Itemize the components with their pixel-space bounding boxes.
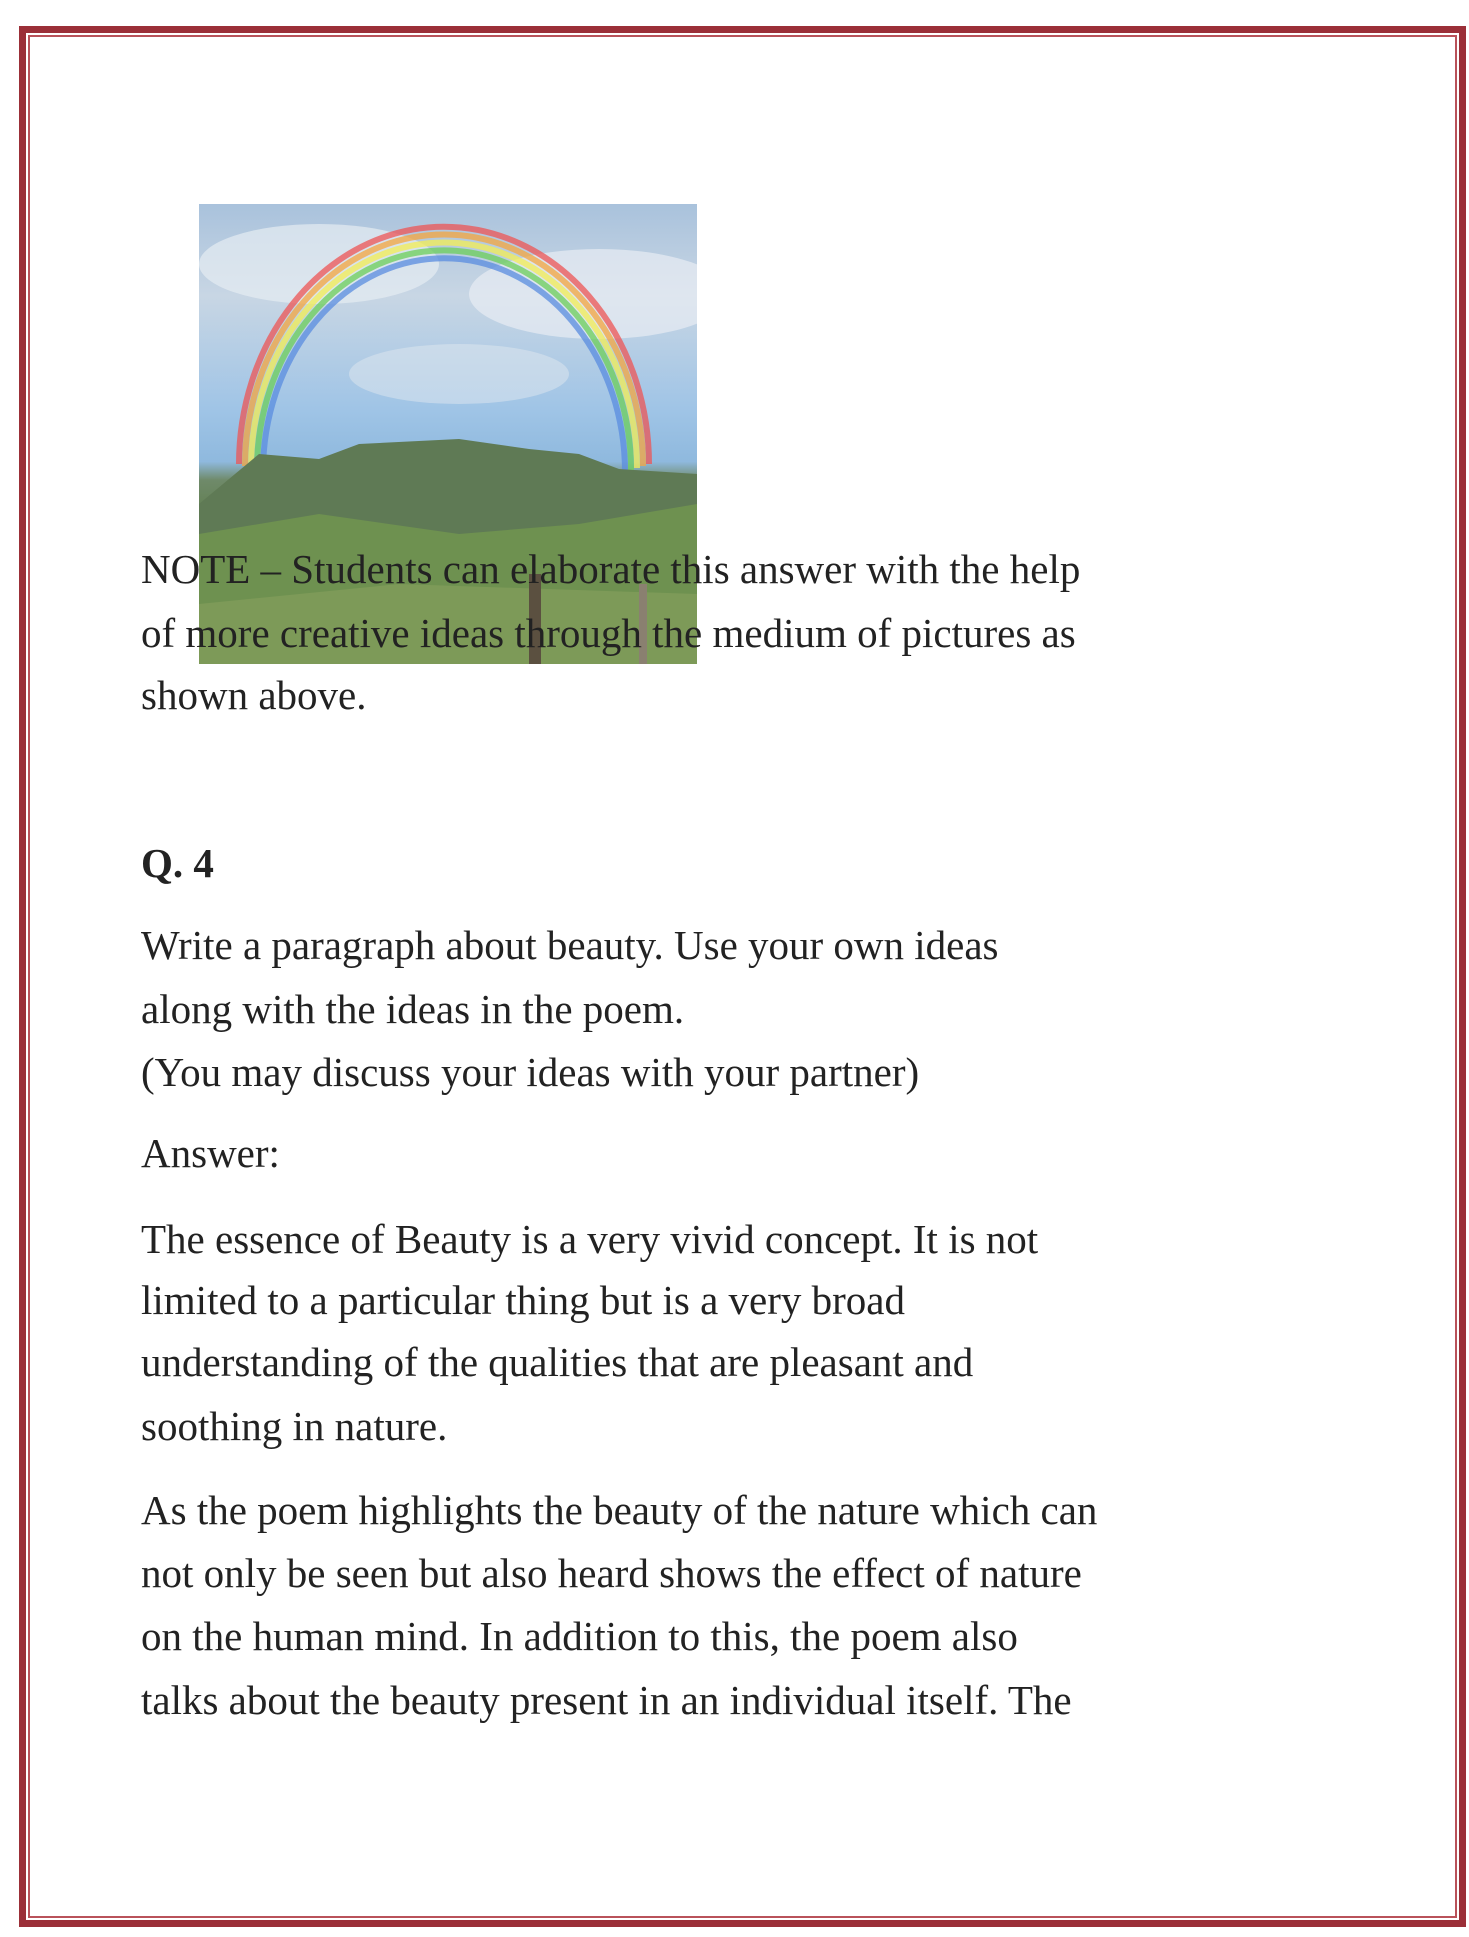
answer-label: Answer: — [141, 1130, 280, 1176]
note-line: NOTE – Students can elaborate this answer with the help — [141, 546, 1081, 592]
question-line: (You may discuss your ideas with your partner) — [141, 1049, 920, 1095]
rainbow-landscape-image — [199, 204, 697, 664]
note-line: shown above. — [141, 672, 367, 718]
answer-line: The essence of Beauty is a very vivid concept. It is not — [141, 1216, 1039, 1262]
rainbow-illustration — [199, 204, 697, 664]
answer-line: talks about the beauty present in an individual itself. The — [141, 1677, 1072, 1723]
answer-line: understanding of the qualities that are pleasant and — [141, 1339, 974, 1385]
answer-line: on the human mind. In addition to this, the poem also — [141, 1613, 1018, 1659]
answer-line: limited to a particular thing but is a very broad — [141, 1277, 905, 1323]
answer-line: soothing in nature. — [141, 1403, 448, 1449]
question-line: Write a paragraph about beauty. Use your own ideas — [141, 922, 999, 968]
answer-line: not only be seen but also heard shows the effect of nature — [141, 1550, 1082, 1596]
question-line: along with the ideas in the poem. — [141, 986, 685, 1032]
note-line: of more creative ideas through the medium of pictures as — [141, 610, 1076, 656]
question-number: Q. 4 — [141, 840, 214, 886]
answer-line: As the poem highlights the beauty of the nature which can — [141, 1487, 1098, 1533]
